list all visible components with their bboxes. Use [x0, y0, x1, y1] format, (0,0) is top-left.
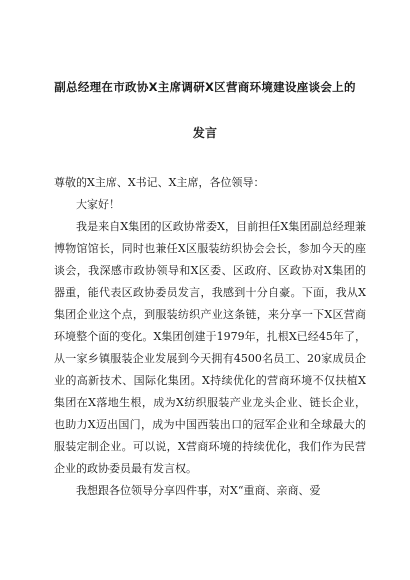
document-title-line1: 副总经理在市政协X主席调研X区营商环境建设座谈会上的 [54, 80, 356, 94]
paragraph-1: 我是来自X集团的区政协常委X，目前担任X集团副总经理兼博物馆馆长，同时也兼任X区服装纺织协会会长，参加今天的座谈会，我深感市政协领导和X区委、区政府、区政协对X集团的器重，能代表区政协委员发言，我感到十分自豪。下面，我从X集团企业这个点，到服装纺织产业这条链，来分享一下X区营商环境整个面的变化。X集团创建于1979年，扎根X已经45年了，从一家乡镇服装企业发展到今天拥有4500名员工、20家成员企业的高新技术、国际化集团。X持续优化的营商环境不仅扶植X集团在X落地生根，成为X纺织服装产业龙头企业、链长企业，也助力X迈出国门，成为中国西装出口的冠军企业和全球最大的服装定制企业。可以说，X营商环境的持续优化，我们作为民营企业的政协委员最有发言权。 [54, 220, 366, 475]
paragraph-2: 我想跟各位领导分享四件事，对X“重商、亲商、爱 [76, 484, 321, 497]
salutation: 尊敬的X主席、X书记、X主席，各位领导： [54, 176, 265, 189]
document-title-line2: 发言 [192, 126, 218, 140]
greeting: 大家好！ [76, 198, 120, 211]
document-body [54, 172, 366, 502]
